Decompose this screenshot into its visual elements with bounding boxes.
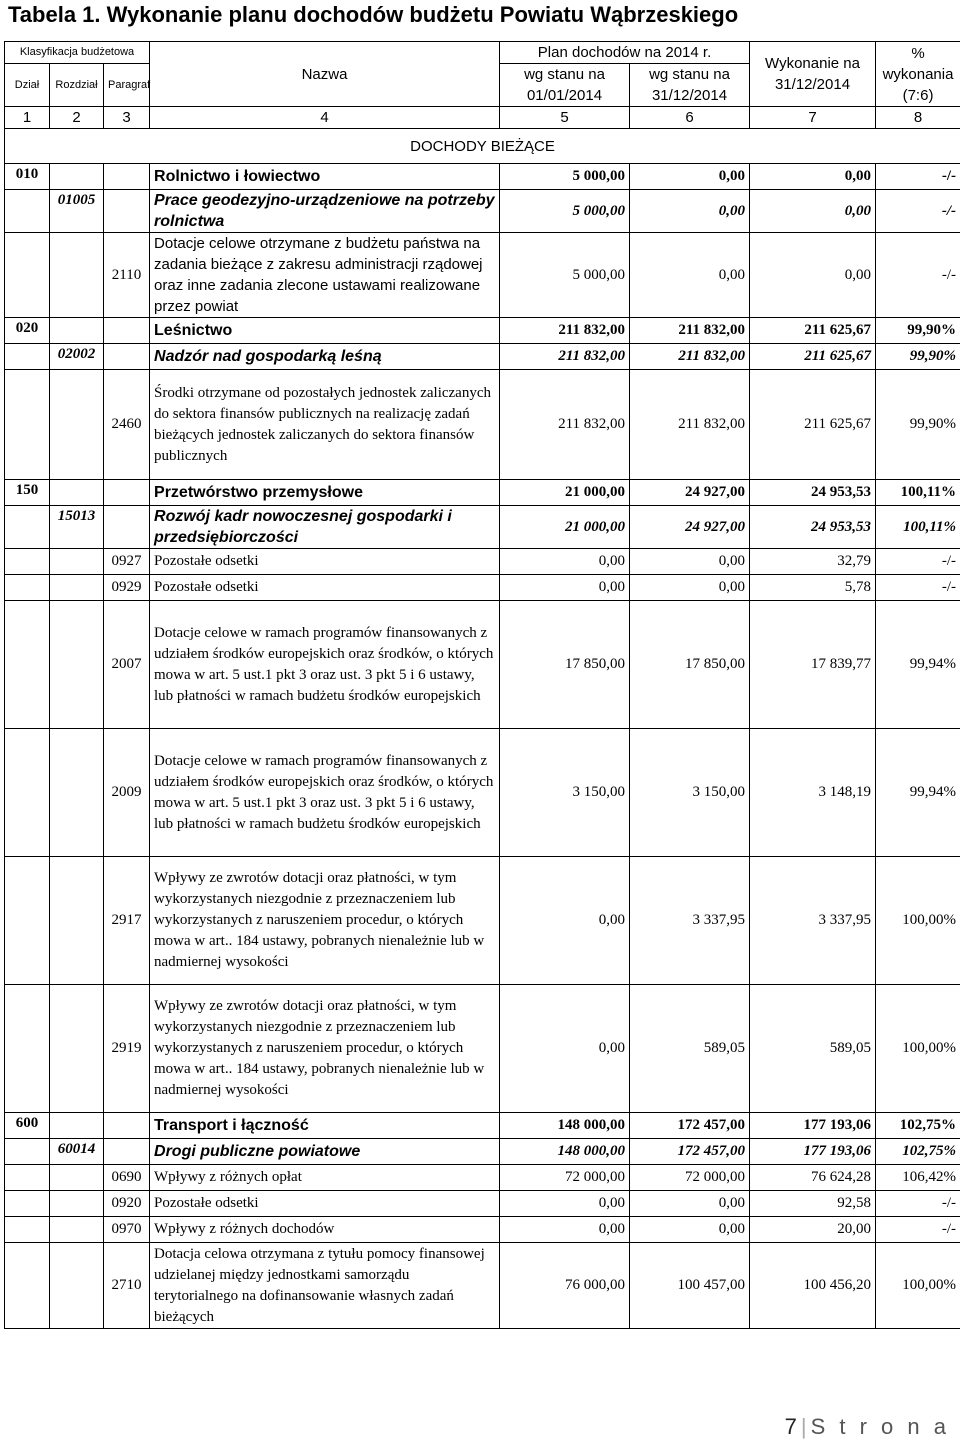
empty-cell <box>5 985 50 1113</box>
plan-start-value: 72 000,00 <box>500 1165 630 1191</box>
wykonanie-value: 100 456,20 <box>750 1243 876 1329</box>
empty-cell <box>50 1165 104 1191</box>
plan-start-value: 148 000,00 <box>500 1113 630 1139</box>
plan-end-value: 211 832,00 <box>630 370 750 480</box>
dzial-code: 150 <box>5 480 50 506</box>
empty-cell <box>104 344 150 370</box>
row-name: Rolnictwo i łowiectwo <box>150 164 500 190</box>
procent-value: 100,11% <box>876 506 960 549</box>
plan-start-value: 0,00 <box>500 857 630 985</box>
procent-value: 106,42% <box>876 1165 960 1191</box>
procent-value: -/- <box>876 1217 960 1243</box>
table-row <box>5 601 960 729</box>
plan-end-value: 0,00 <box>630 1191 750 1217</box>
paragraf-code: 0970 <box>104 1217 150 1243</box>
dzial-header: Dział <box>5 64 50 107</box>
wykonanie-value: 0,00 <box>750 190 876 233</box>
procent-value: -/- <box>876 190 960 233</box>
empty-cell <box>5 601 50 729</box>
plan-end-value: 0,00 <box>630 164 750 190</box>
procent-value: 99,90% <box>876 344 960 370</box>
plan-header: Plan dochodów na 2014 r. <box>500 42 750 64</box>
plan-start-value: 21 000,00 <box>500 480 630 506</box>
plan-end-value: 24 927,00 <box>630 480 750 506</box>
table-row <box>5 549 960 575</box>
plan-start-value: 0,00 <box>500 1217 630 1243</box>
empty-cell <box>104 480 150 506</box>
row-name: Pozostałe odsetki <box>150 1191 500 1217</box>
plan-start-value: 0,00 <box>500 575 630 601</box>
procent-value: 102,75% <box>876 1113 960 1139</box>
procent-value: -/- <box>876 233 960 318</box>
procent-value: -/- <box>876 575 960 601</box>
wykonanie-value: 0,00 <box>750 164 876 190</box>
procent-value: 99,90% <box>876 318 960 344</box>
row-name: Wpływy z różnych dochodów <box>150 1217 500 1243</box>
table-row <box>5 480 960 506</box>
empty-cell <box>50 164 104 190</box>
page-number: 7 <box>785 1414 797 1439</box>
empty-cell <box>5 1191 50 1217</box>
paragraf-code: 2460 <box>104 370 150 480</box>
empty-cell <box>50 601 104 729</box>
empty-cell <box>50 370 104 480</box>
plan-end-value: 172 457,00 <box>630 1139 750 1165</box>
column-number: 2 <box>50 107 104 129</box>
empty-cell <box>50 1243 104 1329</box>
plan-end-value: 0,00 <box>630 1217 750 1243</box>
plan-end-value: 589,05 <box>630 985 750 1113</box>
paragraf-code: 2007 <box>104 601 150 729</box>
paragraf-code: 2110 <box>104 233 150 318</box>
section-row <box>5 129 960 164</box>
table-row <box>5 506 960 549</box>
procent-value: -/- <box>876 1191 960 1217</box>
wykonanie-value: 17 839,77 <box>750 601 876 729</box>
paragraf-code: 0929 <box>104 575 150 601</box>
plan-start-value: 211 832,00 <box>500 344 630 370</box>
procent-value: 100,00% <box>876 857 960 985</box>
table-row <box>5 344 960 370</box>
plan-end-value: 3 337,95 <box>630 857 750 985</box>
plan-start-value: 0,00 <box>500 1191 630 1217</box>
procent-header: % wykonania (7:6) <box>876 42 960 107</box>
plan-end-value: 211 832,00 <box>630 318 750 344</box>
klasyfikacja-header: Klasyfikacja budżetowa <box>5 42 150 64</box>
header-row-top <box>5 42 960 64</box>
paragraf-code: 2919 <box>104 985 150 1113</box>
wykonanie-value: 5,78 <box>750 575 876 601</box>
row-name: Przetwórstwo przemysłowe <box>150 480 500 506</box>
paragraf-code: 2917 <box>104 857 150 985</box>
plan-start-value: 211 832,00 <box>500 370 630 480</box>
wykonanie-value: 3 148,19 <box>750 729 876 857</box>
table-row <box>5 164 960 190</box>
empty-cell <box>5 233 50 318</box>
empty-cell <box>50 1113 104 1139</box>
table-row <box>5 233 960 318</box>
procent-value: 100,00% <box>876 985 960 1113</box>
row-name: Prace geodezyjno-urządzeniowe na potrzeby rolnictwa <box>150 190 500 233</box>
wykonanie-value: 589,05 <box>750 985 876 1113</box>
empty-cell <box>50 857 104 985</box>
section-title <box>5 129 960 164</box>
empty-cell <box>104 164 150 190</box>
empty-cell <box>104 1139 150 1165</box>
wykonanie-value: 76 624,28 <box>750 1165 876 1191</box>
paragraf-code: 2710 <box>104 1243 150 1329</box>
row-name: Rozwój kadr nowoczesnej gospodarki i przedsiębiorczości <box>150 506 500 549</box>
table-row <box>5 1113 960 1139</box>
table-row <box>5 1139 960 1165</box>
empty-cell <box>104 1113 150 1139</box>
column-number: 4 <box>150 107 500 129</box>
plan-start-value: 211 832,00 <box>500 318 630 344</box>
empty-cell <box>50 1217 104 1243</box>
empty-cell <box>5 729 50 857</box>
empty-cell <box>5 344 50 370</box>
paragraf-code: 2009 <box>104 729 150 857</box>
procent-value: 100,00% <box>876 1243 960 1329</box>
wykonanie-value: 211 625,67 <box>750 370 876 480</box>
plan-start-header: wg stanu na 01/01/2014 <box>500 64 630 107</box>
plan-end-value: 24 927,00 <box>630 506 750 549</box>
row-name: Wpływy ze zwrotów dotacji oraz płatności, w tym wykorzystanych niezgodnie z przeznaczeniem lub wykorzystanych z naruszeniem procedur, o których mowa w art.. 184 ustawy, pobranych nienależnie lub w nadmiernej wysokości <box>150 857 500 985</box>
column-number: 6 <box>630 107 750 129</box>
empty-cell <box>5 549 50 575</box>
table-row <box>5 190 960 233</box>
page-label: S t r o n a <box>811 1414 950 1439</box>
empty-cell <box>5 370 50 480</box>
plan-end-value: 0,00 <box>630 575 750 601</box>
column-number: 3 <box>104 107 150 129</box>
procent-value: -/- <box>876 164 960 190</box>
empty-cell <box>5 1165 50 1191</box>
plan-start-value: 148 000,00 <box>500 1139 630 1165</box>
paragraf-header: Paragraf <box>104 64 150 107</box>
table-row <box>5 1191 960 1217</box>
column-number-row <box>5 107 960 129</box>
table-row <box>5 575 960 601</box>
empty-cell <box>5 857 50 985</box>
plan-start-value: 0,00 <box>500 549 630 575</box>
column-number: 5 <box>500 107 630 129</box>
table-row <box>5 370 960 480</box>
plan-end-value: 172 457,00 <box>630 1113 750 1139</box>
empty-cell <box>104 506 150 549</box>
empty-cell <box>50 575 104 601</box>
wykonanie-header: Wykonanie na 31/12/2014 <box>750 42 876 107</box>
empty-cell <box>104 318 150 344</box>
paragraf-code: 0690 <box>104 1165 150 1191</box>
rozdzial-code: 15013 <box>50 506 104 549</box>
empty-cell <box>50 985 104 1113</box>
empty-cell <box>5 1217 50 1243</box>
plan-end-header: wg stanu na 31/12/2014 <box>630 64 750 107</box>
procent-value: 99,94% <box>876 729 960 857</box>
plan-start-value: 76 000,00 <box>500 1243 630 1329</box>
table-row <box>5 985 960 1113</box>
table-row <box>5 1217 960 1243</box>
table-row <box>5 318 960 344</box>
row-name: Dotacje celowe otrzymane z budżetu państwa na zadania bieżące z zakresu administracji rządowej oraz inne zadania zlecone ustawami realizowane przez powiat <box>150 233 500 318</box>
empty-cell <box>50 480 104 506</box>
plan-end-value: 17 850,00 <box>630 601 750 729</box>
rozdzial-code: 60014 <box>50 1139 104 1165</box>
empty-cell <box>5 506 50 549</box>
procent-value: 99,90% <box>876 370 960 480</box>
column-number: 1 <box>5 107 50 129</box>
plan-start-value: 0,00 <box>500 985 630 1113</box>
row-name: Dotacje celowe w ramach programów finansowanych z udziałem środków europejskich oraz środków, o których mowa w art. 5 ust.1 pkt 3 oraz ust. 3 pkt 5 i 6 ustawy, lub płatności w ramach budżetu środków europejskich <box>150 601 500 729</box>
plan-end-value: 211 832,00 <box>630 344 750 370</box>
plan-start-value: 5 000,00 <box>500 233 630 318</box>
row-name: Wpływy z różnych opłat <box>150 1165 500 1191</box>
plan-start-value: 5 000,00 <box>500 164 630 190</box>
procent-value: -/- <box>876 549 960 575</box>
row-name: Nadzór nad gospodarką leśną <box>150 344 500 370</box>
page-title: Tabela 1. Wykonanie planu dochodów budżetu Powiatu Wąbrzeskiego <box>8 2 738 28</box>
row-name: Drogi publiczne powiatowe <box>150 1139 500 1165</box>
procent-value: 102,75% <box>876 1139 960 1165</box>
wykonanie-value: 32,79 <box>750 549 876 575</box>
plan-end-value: 0,00 <box>630 549 750 575</box>
column-number: 8 <box>876 107 960 129</box>
wykonanie-value: 0,00 <box>750 233 876 318</box>
wykonanie-value: 211 625,67 <box>750 344 876 370</box>
plan-end-value: 3 150,00 <box>630 729 750 857</box>
revenue-table <box>4 41 960 1329</box>
row-name: Pozostałe odsetki <box>150 575 500 601</box>
empty-cell <box>5 1243 50 1329</box>
empty-cell <box>104 190 150 233</box>
row-name: Dotacje celowe w ramach programów finansowanych z udziałem środków europejskich oraz środków, o których mowa w art. 5 ust.1 pkt 3 oraz ust. 3 pkt 5 i 6 ustawy, lub płatności w ramach budżetu środków europejskich <box>150 729 500 857</box>
section-title-text: DOCHODY BIEŻĄCE <box>410 136 555 157</box>
empty-cell <box>50 1191 104 1217</box>
procent-value: 100,11% <box>876 480 960 506</box>
table-row <box>5 1165 960 1191</box>
rozdzial-code: 01005 <box>50 190 104 233</box>
paragraf-code: 0920 <box>104 1191 150 1217</box>
row-name: Transport i łączność <box>150 1113 500 1139</box>
wykonanie-value: 20,00 <box>750 1217 876 1243</box>
wykonanie-value: 24 953,53 <box>750 480 876 506</box>
plan-end-value: 0,00 <box>630 190 750 233</box>
column-number: 7 <box>750 107 876 129</box>
row-name: Leśnictwo <box>150 318 500 344</box>
plan-start-value: 3 150,00 <box>500 729 630 857</box>
wykonanie-value: 177 193,06 <box>750 1139 876 1165</box>
footer-divider: | <box>797 1414 811 1439</box>
empty-cell <box>50 318 104 344</box>
plan-start-value: 5 000,00 <box>500 190 630 233</box>
plan-start-value: 21 000,00 <box>500 506 630 549</box>
row-name: Wpływy ze zwrotów dotacji oraz płatności, w tym wykorzystanych niezgodnie z przeznaczeniem lub wykorzystanych z naruszeniem procedur, o których mowa w art.. 184 ustawy, pobranych nienależnie lub w nadmiernej wysokości <box>150 985 500 1113</box>
table-row <box>5 1243 960 1329</box>
wykonanie-value: 3 337,95 <box>750 857 876 985</box>
empty-cell <box>50 233 104 318</box>
rozdzial-header: Rozdział <box>50 64 104 107</box>
empty-cell <box>5 1139 50 1165</box>
table-row <box>5 857 960 985</box>
rozdzial-code: 02002 <box>50 344 104 370</box>
page-footer <box>785 1414 950 1440</box>
empty-cell <box>50 729 104 857</box>
nazwa-header: Nazwa <box>150 42 500 107</box>
wykonanie-value: 211 625,67 <box>750 318 876 344</box>
empty-cell <box>5 190 50 233</box>
wykonanie-value: 24 953,53 <box>750 506 876 549</box>
wykonanie-value: 92,58 <box>750 1191 876 1217</box>
plan-start-value: 17 850,00 <box>500 601 630 729</box>
wykonanie-value: 177 193,06 <box>750 1113 876 1139</box>
paragraf-code: 0927 <box>104 549 150 575</box>
row-name: Pozostałe odsetki <box>150 549 500 575</box>
plan-end-value: 0,00 <box>630 233 750 318</box>
row-name: Dotacja celowa otrzymana z tytułu pomocy finansowej udzielanej między jednostkami samorządu terytorialnego na dofinansowanie własnych zadań bieżących <box>150 1243 500 1329</box>
empty-cell <box>5 575 50 601</box>
procent-value: 99,94% <box>876 601 960 729</box>
row-name: Środki otrzymane od pozostałych jednostek zaliczanych do sektora finansów publicznych na realizację zadań bieżących jednostek zaliczanych do sektora finansów publicznych <box>150 370 500 480</box>
plan-end-value: 100 457,00 <box>630 1243 750 1329</box>
dzial-code: 020 <box>5 318 50 344</box>
table-row <box>5 729 960 857</box>
dzial-code: 600 <box>5 1113 50 1139</box>
empty-cell <box>50 549 104 575</box>
dzial-code: 010 <box>5 164 50 190</box>
plan-end-value: 72 000,00 <box>630 1165 750 1191</box>
